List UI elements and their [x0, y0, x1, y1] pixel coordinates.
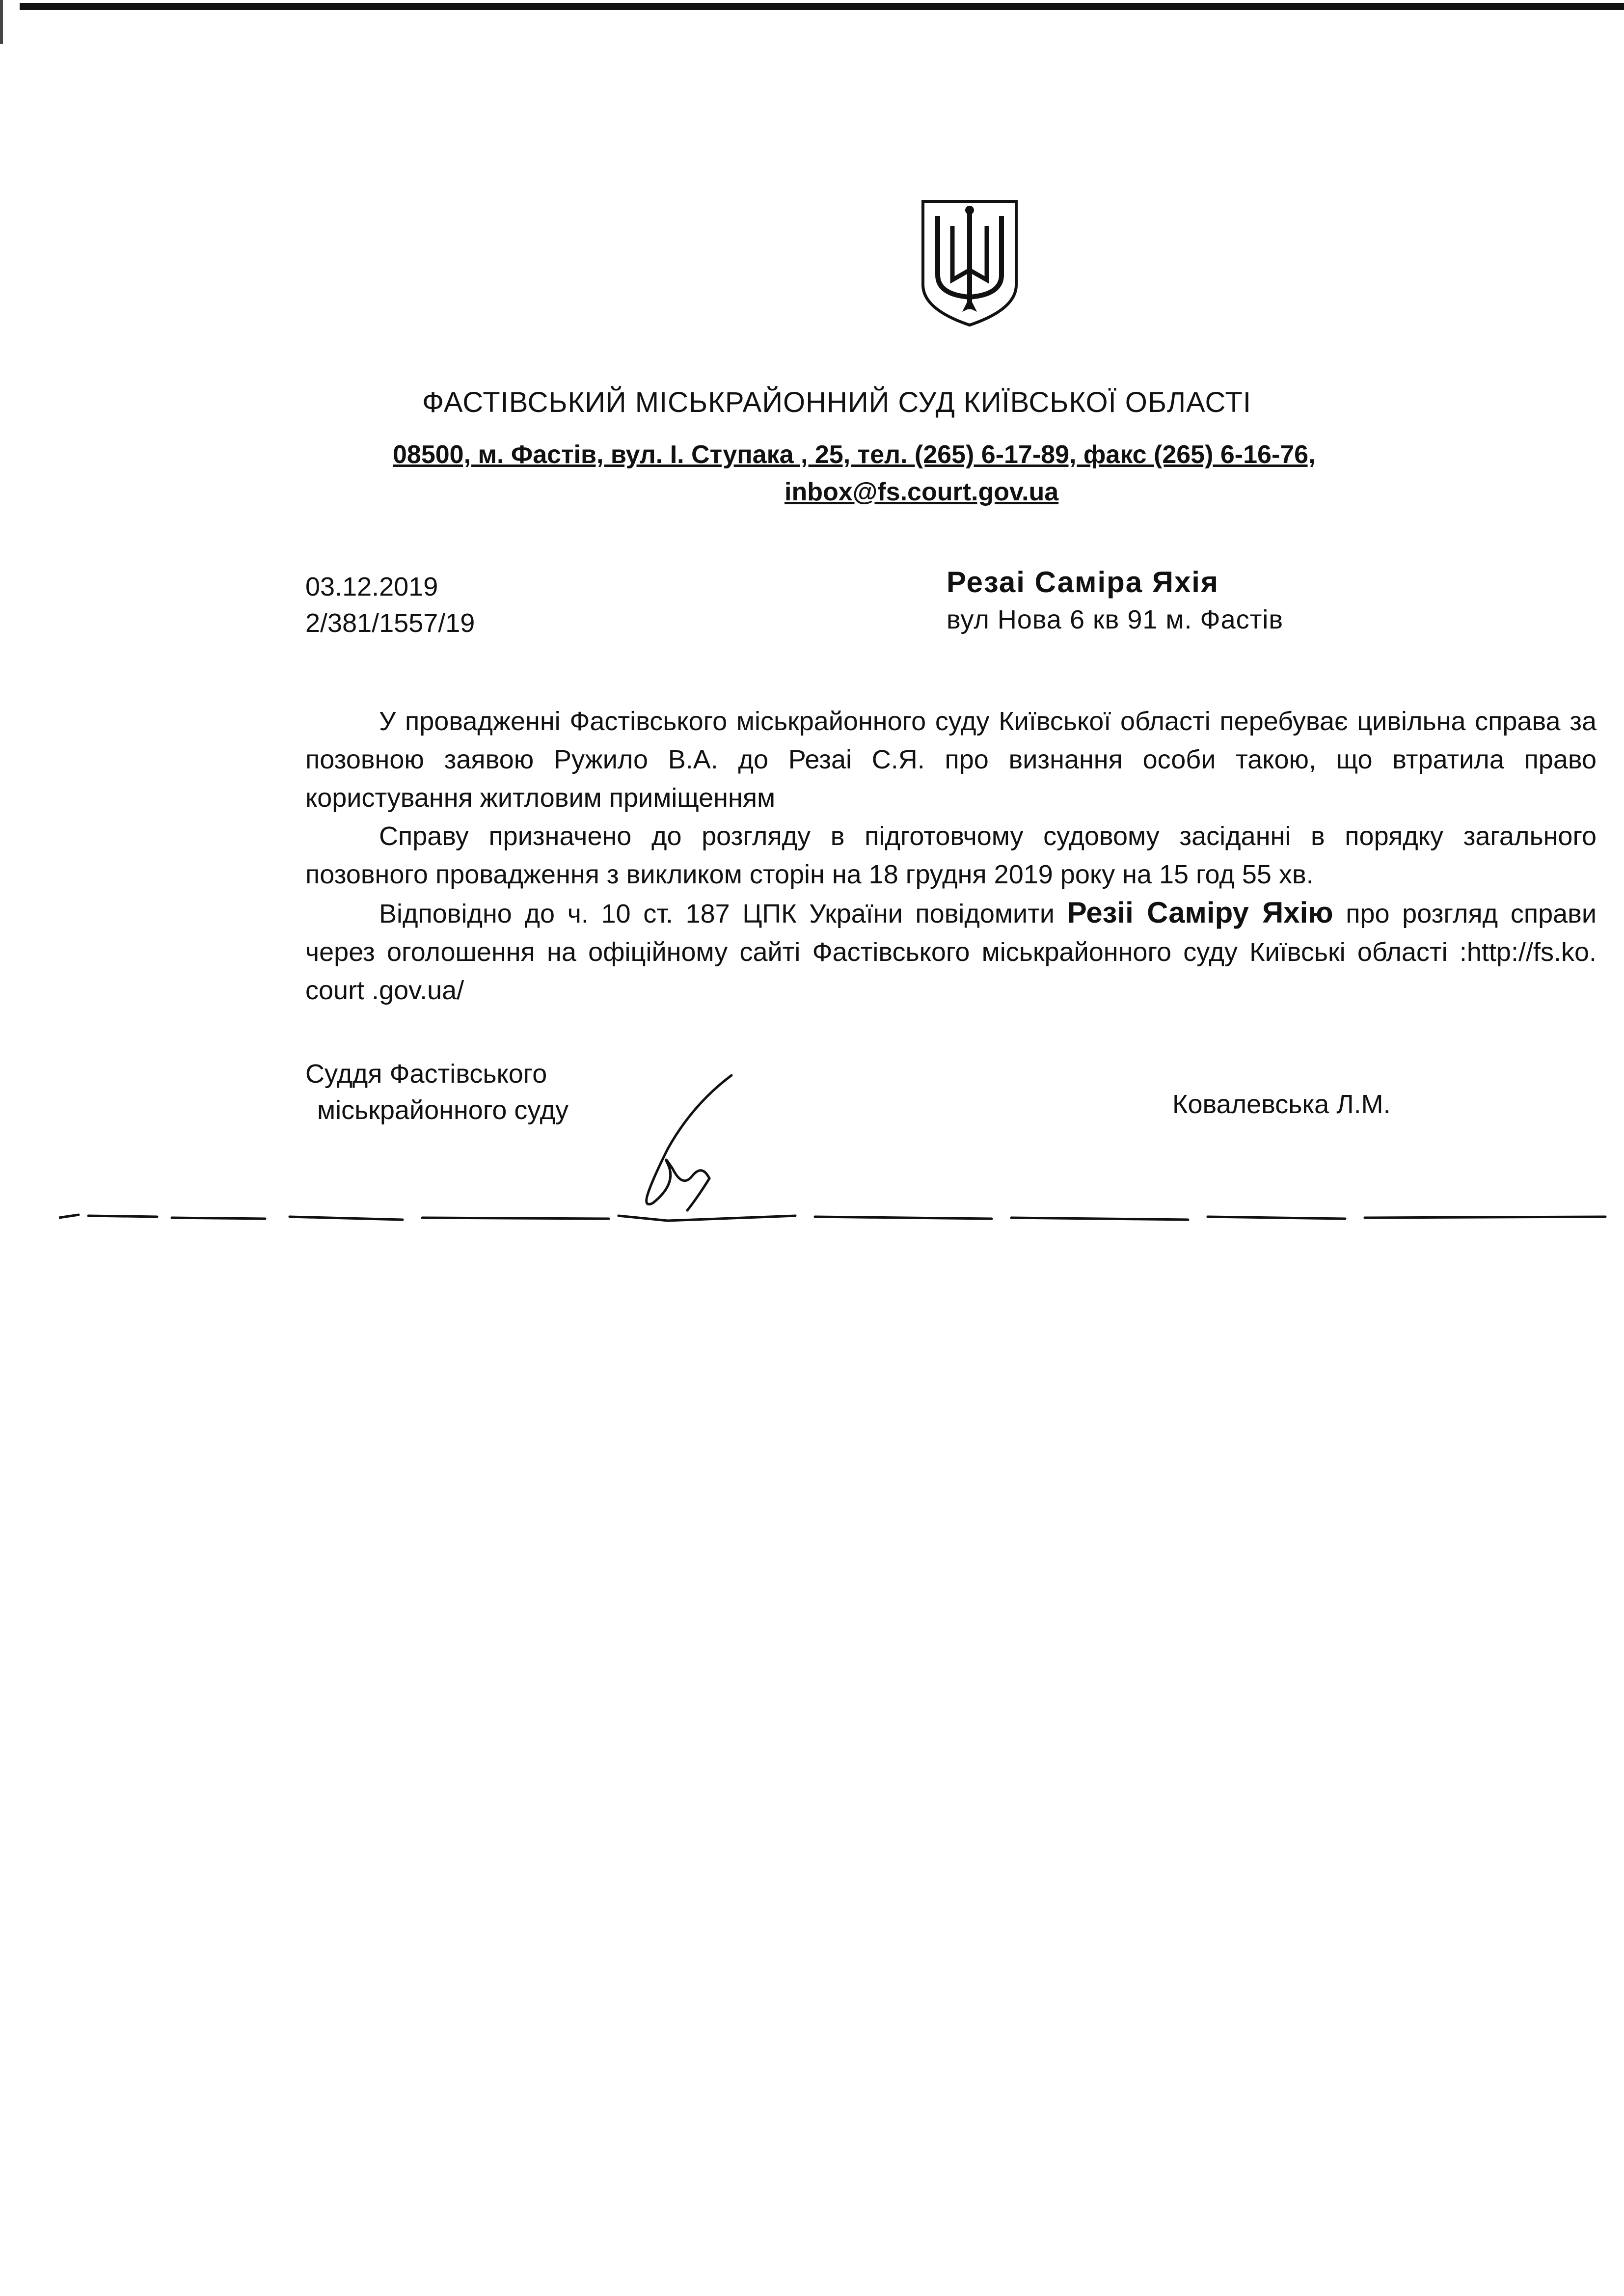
document-meta — [305, 569, 475, 641]
body-paragraph-3 — [305, 894, 1597, 1010]
court-address: 08500, м. Фастів, вул. І. Ступака , 25, тел. (265) 6-17-89, факс (265) 6-16-76, — [393, 440, 1316, 469]
recipient-block — [947, 563, 1283, 637]
signer-name: Ковалевська Л.М. — [1172, 1090, 1391, 1119]
scan-edge-left — [0, 0, 3, 44]
paragraph-3-lead: Відповідно до ч. 10 ст. 187 ЦПК України повідомити — [379, 899, 1067, 929]
judge-title — [305, 1056, 568, 1128]
document-ref-number: 2/381/1557/19 — [305, 608, 475, 638]
handwritten-signature — [619, 1070, 736, 1213]
court-name: ФАСТІВСЬКИЙ МІСЬКРАЙОННИЙ СУД КИЇВСЬКОЇ ОБЛАСТІ — [422, 386, 1251, 418]
scan-artifact-line — [59, 1208, 1610, 1228]
court-email: inbox@fs.court.gov.ua — [785, 478, 1059, 506]
body-paragraph-2: Справу призначено до розгляду в підготовчому судовому засіданні в порядку загального позовного провадження з викликом сторін на 18 грудня 2019 року на 15 год 55 хв. — [305, 821, 1597, 889]
paragraph-3-tail: про розгляд справи через оголошення на офіційному сайті Фастівського міськрайонного суду Київські області :http://fs.ko. court .gov.ua/ — [305, 899, 1597, 1005]
recipient-address: вул Нова 6 кв 91 м. Фастів — [947, 605, 1284, 634]
notified-person-name: Резіі Саміру Яхію — [1067, 896, 1333, 929]
notice-body — [305, 702, 1597, 1010]
tryzub-emblem-icon — [918, 196, 1021, 329]
scan-edge-top — [20, 3, 1624, 10]
body-paragraph-1: У провадженні Фастівського міськрайонного суду Київської області перебуває цивільна справа за позовною заявою Ружило В.А. до Резаі С.Я. про визнання особи такою, що втратила право користування житловим приміщенням — [305, 707, 1597, 813]
document-date: 03.12.2019 — [305, 572, 438, 601]
judge-title-line-2: міськрайонного суду — [317, 1095, 569, 1125]
judge-title-line-1: Суддя Фастівського — [305, 1059, 547, 1089]
recipient-name: Резаі Саміра Яхія — [947, 566, 1219, 599]
